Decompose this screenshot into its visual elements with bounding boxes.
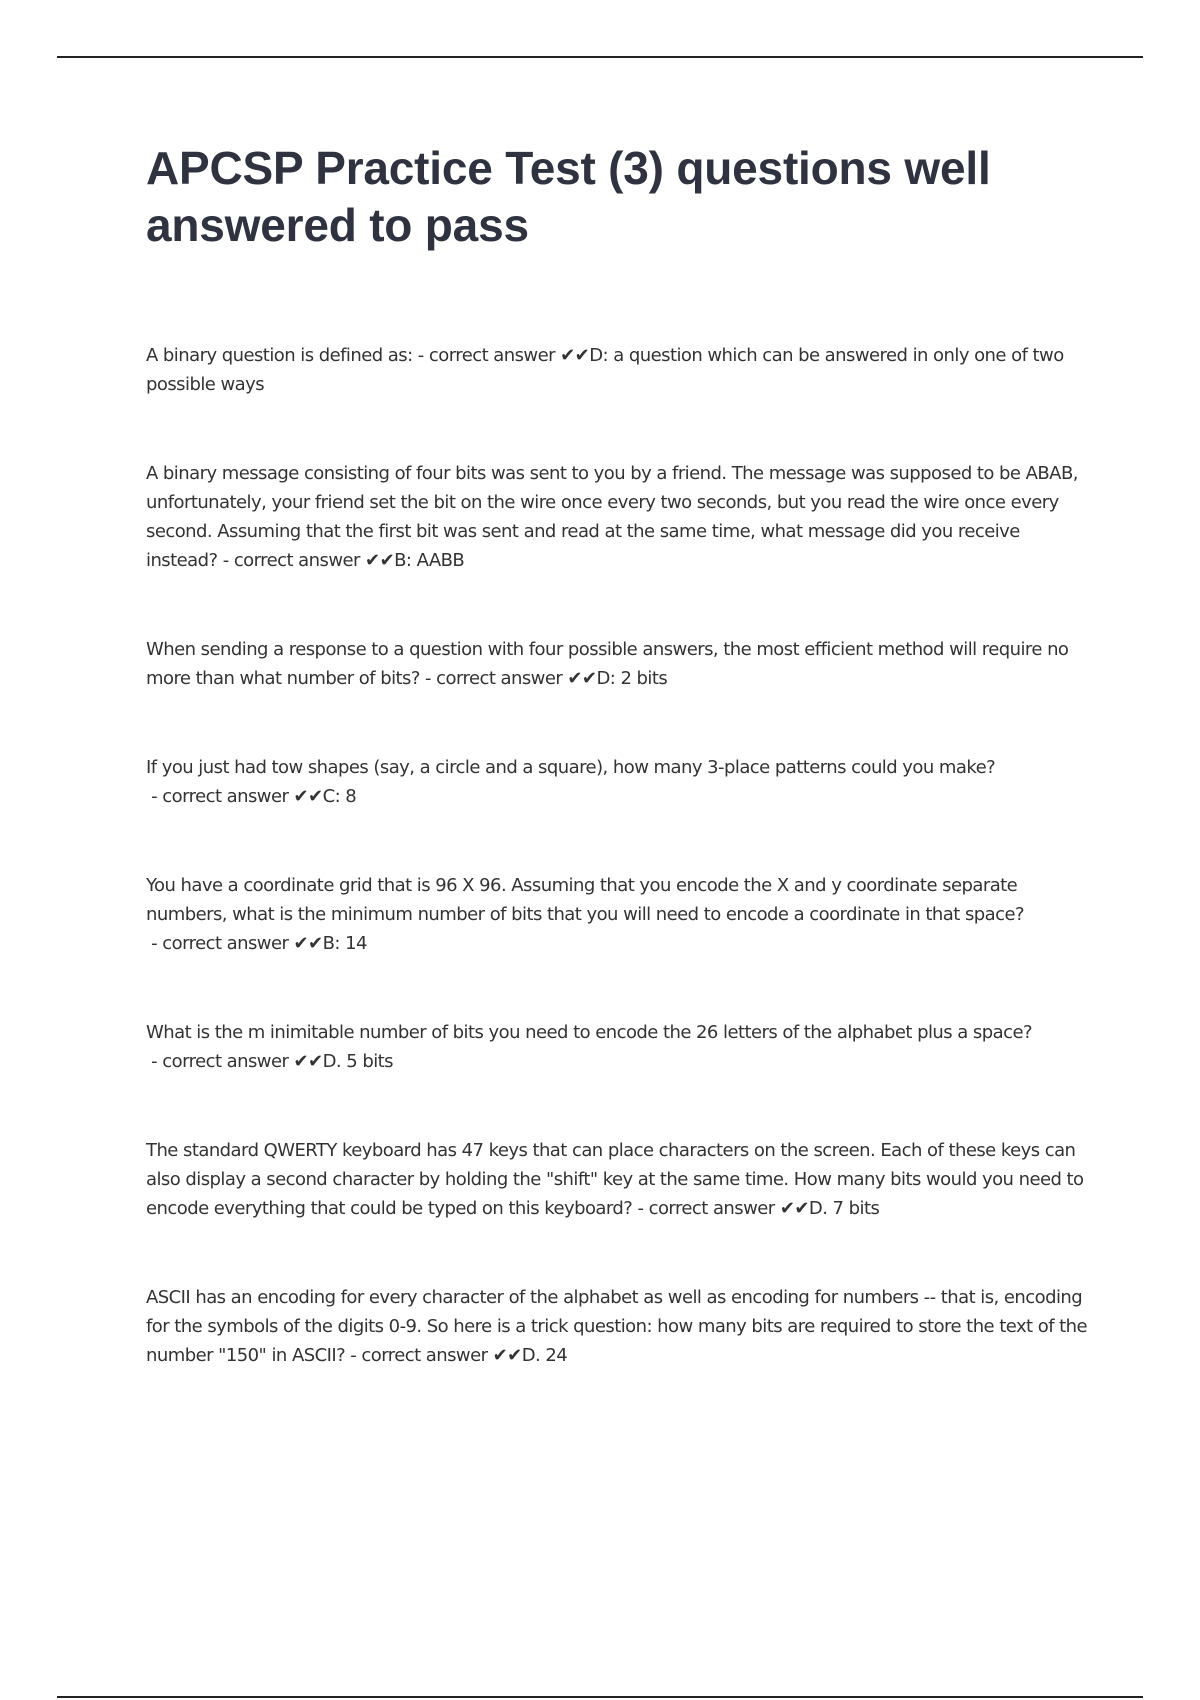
answer-marker: - correct answer ✔✔: [345, 1345, 522, 1366]
bottom-divider: [57, 1696, 1143, 1698]
answer-marker: - correct answer ✔✔: [146, 933, 323, 954]
answer-text: C: 8: [322, 786, 357, 807]
answer-text: B: AABB: [394, 550, 465, 571]
qa-list: [146, 341, 1096, 1370]
answer-text: D. 5 bits: [322, 1051, 393, 1072]
qa-item: [146, 635, 1096, 693]
answer-marker: - correct answer ✔✔: [146, 786, 323, 807]
top-divider: [57, 56, 1143, 58]
answer-marker: - correct answer ✔✔: [146, 1051, 323, 1072]
answer-marker: - correct answer ✔✔: [632, 1198, 809, 1219]
qa-item: [146, 753, 1096, 811]
answer-text: D. 7 bits: [808, 1198, 880, 1219]
page-title: APCSP Practice Test (3) questions well answered to pass: [146, 142, 991, 251]
answer-marker: - correct answer ✔✔: [217, 550, 395, 571]
answer-text: D: a question which can be answered in only one of two possible ways: [146, 345, 1064, 395]
qa-item: [146, 871, 1096, 958]
document-body: [146, 140, 1096, 1430]
qa-item: [146, 459, 1096, 575]
question-text: A binary message consisting of four bits was sent to you by a friend. The message was supposed to be ABAB, unfortunately, your friend set the bit on the wire once every two seconds, but you read the wire once every second. Assuming that the first bit was sent and read at the same time, what message did you receive instead?: [146, 463, 1078, 571]
qa-item: [146, 341, 1096, 399]
qa-item: [146, 1018, 1096, 1076]
qa-item: [146, 1136, 1096, 1223]
answer-marker: - correct answer ✔✔: [419, 668, 597, 689]
answer-text: D. 24: [521, 1345, 568, 1366]
answer-text: B: 14: [322, 933, 367, 954]
question-text: ASCII has an encoding for every character of the alphabet as well as encoding for numbers -- that is, encoding for the symbols of the digits 0-9. So here is a trick question: how many bits are required to store the text of the number "150" in ASCII?: [146, 1287, 1088, 1366]
question-text: When sending a response to a question with four possible answers, the most efficient method will require no more than what number of bits?: [146, 639, 1069, 689]
question-text: You have a coordinate grid that is 96 X 96. Assuming that you encode the X and y coordinate separate numbers, what is the minimum number of bits that you will need to encode a coordinate in that space?: [146, 875, 1025, 925]
qa-item: [146, 1283, 1096, 1370]
question-text: A binary question is defined as:: [146, 345, 413, 366]
question-text: What is the m inimitable number of bits you need to encode the 26 letters of the alphabet plus a space?: [146, 1022, 1032, 1043]
answer-text: D: 2 bits: [596, 668, 668, 689]
answer-marker: - correct answer ✔✔: [412, 345, 590, 366]
question-text: The standard QWERTY keyboard has 47 keys that can place characters on the screen. Each of these keys can also display a second character by holding the "shift" key at the same time. How many bits would you need to encode everything that could be typed on this keyboard?: [146, 1140, 1084, 1219]
question-text: If you just had tow shapes (say, a circle and a square), how many 3-place patterns could you make?: [146, 757, 996, 778]
